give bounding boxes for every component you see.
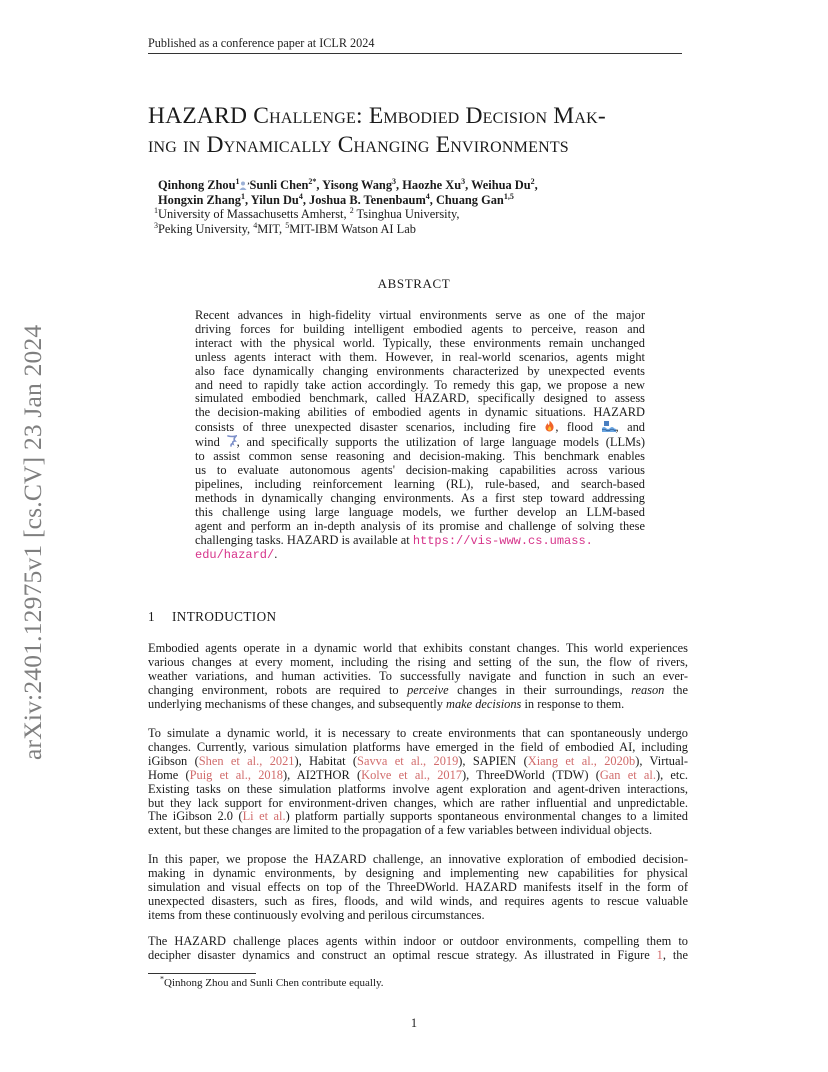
paragraph-line: making in dynamic environments, by designing and implementing new capabilities for physical <box>148 865 688 880</box>
paragraph-line: but they lack support for environment-driven changes, which are rather influential and unpredictable. <box>148 795 688 810</box>
author-name: Haozhe Xu <box>402 178 462 192</box>
abstract-text: . <box>274 547 278 562</box>
paragraph-line: various changes at every moment, including the rising and setting of the sun, the flow of rivers, <box>148 654 688 669</box>
intro-paragraph-2 <box>148 727 688 838</box>
text-span: ), ThreeDWorld (TDW) ( <box>462 767 600 782</box>
author-sup: 3 <box>461 176 466 186</box>
abstract-text: consists of three unexpected disaster scenarios, including fire <box>195 420 536 435</box>
title-word: Dynamically <box>206 132 338 158</box>
abstract-heading <box>0 276 828 292</box>
citation-link[interactable]: Puig et al., 2018 <box>189 767 283 782</box>
emphasis-perceive: perceive <box>407 682 449 697</box>
text-span: in response to them. <box>521 696 625 711</box>
paragraph-line: changes. Currently, various simulation platforms have emerged in the field of embodied AI, including <box>148 739 688 754</box>
footnote <box>160 974 384 989</box>
footnote-mark: * <box>160 974 164 984</box>
figure-ref-link[interactable]: 1 <box>656 947 663 962</box>
abstract-line: this challenge using large language models, we further develop an LLM-based <box>195 504 645 519</box>
header-rule <box>148 53 682 54</box>
abstract-line: unless agents interact with them. However, in real-world scenarios, agents might <box>195 349 645 364</box>
paragraph-line: In this paper, we propose the HAZARD challenge, an innovative exploration of embodied decision- <box>148 852 688 866</box>
flood-icon <box>602 420 616 432</box>
affiliation-line-1: $^1$University of Massachusetts Amherst, $^2$ Tsinghua University, <box>154 206 460 222</box>
footnote-rule <box>148 973 256 974</box>
intro-paragraph-1 <box>148 642 688 712</box>
paragraph-line: weather variations, and human activities. To successfully navigate and function in such an ever- <box>148 668 688 683</box>
affiliation-line-2: $^3$Peking University, $^4$MIT, $^5$MIT-IBM Watson AI Lab <box>154 220 416 236</box>
abstract-text: wind <box>195 435 220 450</box>
text-span: changing environment, robots are required to <box>148 682 408 697</box>
paragraph-line <box>148 684 688 698</box>
title-word: in <box>183 132 207 158</box>
abstract-text: , flood <box>555 420 594 435</box>
text-span: ), etc. <box>655 767 688 782</box>
title-word: Environments <box>435 132 569 158</box>
text-span: Home ( <box>148 767 190 782</box>
paragraph-line <box>148 698 688 712</box>
text-span: changes in their surroundings, <box>448 682 632 697</box>
page-number: 1 <box>410 1016 418 1030</box>
intro-paragraph-3 <box>148 853 688 923</box>
affiliation-text: Tsinghua University, <box>353 207 460 222</box>
abstract-heading-text: ABSTRACT <box>377 276 451 291</box>
author-sup: 2 <box>530 176 535 186</box>
author-name: Chuang Gan <box>435 192 504 207</box>
abstract-line: and need to rapidly take action accordingly. To remedy this gap, we propose a new <box>195 377 645 392</box>
author-sup: 3 <box>392 176 397 186</box>
text-span: underlying mechanisms of these changes, and subsequently <box>148 696 446 711</box>
abstract-line: Recent advances in high-fidelity virtual environments serve as one of the major <box>195 308 645 322</box>
emphasis-reason: reason <box>631 682 665 697</box>
intro-paragraph-4 <box>148 935 688 963</box>
paragraph-line: Embodied agents operate in a dynamic world that exhibits constant changes. This world experiences <box>148 641 688 655</box>
text-span: ), Habitat ( <box>294 753 358 768</box>
text-span: The iGibson 2.0 ( <box>148 809 243 824</box>
title-word: Changing <box>337 132 436 158</box>
text-span: decipher disaster dynamics and construct an optimal rescue strategy. As illustrated in Figure <box>148 947 657 962</box>
citation-link[interactable]: Kolve et al., 2017 <box>361 767 463 782</box>
paragraph-line: items from these continuously evolving and perilous circumstances. <box>148 907 485 922</box>
emphasis-make-decisions: make decisions <box>446 696 522 711</box>
paragraph-line <box>148 769 688 783</box>
author-line-1: Qinhong Zhou$^1$ ,Sunli Chen$^{2*}$, Yisong Wang$^3$, Haozhe Xu$^3$, Weihua Du$^2$, <box>158 176 538 192</box>
abstract-line: simulated embodied benchmark, called HAZARD, specifically designed to assess <box>195 391 645 406</box>
author-sup: 1 <box>235 176 240 186</box>
author-name: Sunli Chen <box>249 178 309 192</box>
section-heading-introduction <box>148 609 276 625</box>
title-word: ing <box>148 132 184 158</box>
paragraph-line: The HAZARD challenge places agents within indoor or outdoor environments, compelling them to <box>148 934 688 948</box>
author-sup: 1,5 <box>503 191 514 201</box>
project-url-link-cont[interactable]: edu/hazard/ <box>195 548 275 563</box>
text-span: ) platform partially supports spontaneous environmental changes to a limited <box>285 809 688 824</box>
title-word: HAZARD <box>148 103 254 129</box>
abstract-line: to assist common sense reasoning and decision-making. This benchmark enables <box>195 449 645 464</box>
title-word: Mak- <box>553 103 606 129</box>
abstract-line <box>195 435 645 450</box>
author-line-2: Hongxin Zhang$^1$, Yilun Du$^4$, Joshua B. Tenenbaum$^4$, Chuang Gan$^{1,5}$ <box>158 191 514 207</box>
affiliation-text: MIT, <box>257 221 286 236</box>
author-name: Weihua Du <box>471 178 531 192</box>
wind-icon <box>227 435 237 447</box>
text-span: iGibson ( <box>148 753 199 768</box>
paper-title <box>148 102 708 160</box>
abstract-line <box>195 534 645 549</box>
citation-link[interactable]: Gan et al. <box>599 767 656 782</box>
section-number: 1 <box>148 609 155 624</box>
running-header: Published as a conference paper at ICLR 2024 <box>148 36 375 50</box>
arxiv-stamp: arXiv:2401.12975v1 [cs.CV] 23 Jan 2024 <box>18 324 47 760</box>
title-line-1 <box>148 102 708 131</box>
author-sup: 4 <box>298 191 303 201</box>
paragraph-line <box>148 810 688 824</box>
paragraph-line: simulation and visual effects on top of the ThreeDWorld. HAZARD manifests itself in the form of <box>148 879 688 894</box>
affiliation-text: MIT-IBM Watson AI Lab <box>289 221 416 236</box>
abstract-line <box>195 420 645 435</box>
author-name: Yisong Wang <box>322 178 393 192</box>
author-name: Hongxin Zhang <box>158 192 241 207</box>
paragraph-line: extent, but these changes are limited to the propagation of a few variables between individual objects. <box>148 823 653 838</box>
title-word: Challenge <box>253 103 356 129</box>
abstract-line: driving forces for building intelligent embodied agents to perceive, reason and <box>195 321 645 336</box>
section-title: INTRODUCTION <box>172 609 277 624</box>
abstract-body <box>195 309 645 563</box>
abstract-line: us to evaluate autonomous agents' decision-making capabilities across various <box>195 462 645 477</box>
citation-link[interactable]: Savva et al., 2019 <box>357 753 459 768</box>
text-span: ), AI2THOR ( <box>282 767 362 782</box>
title-word: Embodied <box>368 103 466 129</box>
author-name: Qinhong Zhou <box>158 178 236 192</box>
title-line-2 <box>148 131 708 160</box>
abstract-line <box>195 548 645 563</box>
abstract-line: pipelines, including reinforcement learning (RL), rule-based, and search-based <box>195 476 645 491</box>
affiliation-text: University of Massachusetts Amherst, <box>158 207 350 222</box>
abstract-line: also face dynamically changing environments characterized by unexpected events <box>195 363 645 378</box>
paragraph-line: To simulate a dynamic world, it is necessary to create environments that can spontaneously undergo <box>148 726 688 740</box>
author-sup: 1 <box>240 191 245 201</box>
citation-link[interactable]: Xiang et al., 2020b <box>527 753 636 768</box>
abstract-line: agent and perform an in-depth analysis of its promise and challenge of solving these <box>195 518 645 533</box>
paragraph-line: unexpected disasters, such as fires, floods, and wild winds, and requires agents to rescue valuable <box>148 893 688 908</box>
abstract-line: interact with the physical world. Typically, these environments remain unchanged <box>195 335 645 350</box>
text-span: ), SAPIEN ( <box>458 753 528 768</box>
text-span: the <box>664 682 688 697</box>
citation-link[interactable]: Li et al. <box>242 809 286 824</box>
text-span: ), Virtual- <box>635 753 689 768</box>
abstract-text: , and specifically supports the utilization of large language models (LLMs) <box>236 435 645 450</box>
affiliation-text: Peking University, <box>158 221 254 236</box>
author-block <box>154 176 658 236</box>
abstract-text: challenging tasks. HAZARD is available at <box>195 532 413 547</box>
abstract-line: the decision-making abilities of embodied agents in dynamic situations. HAZARD <box>195 405 645 420</box>
citation-link[interactable]: Shen et al., 2021 <box>198 753 295 768</box>
project-url-link[interactable]: https://vis-www.cs.umass. <box>412 533 593 548</box>
fire-icon <box>544 420 555 432</box>
abstract-line: methods in dynamically changing environments. As a first step toward addressing <box>195 490 645 505</box>
title-word: : <box>356 103 369 129</box>
paragraph-line <box>148 755 688 769</box>
author-name: Joshua B. Tenenbaum <box>309 192 426 207</box>
paragraph-line <box>148 949 688 963</box>
author-sup: 2* <box>308 176 317 186</box>
text-span: , the <box>662 947 688 962</box>
author-sup: 4 <box>425 191 430 201</box>
title-word: Decision <box>465 103 554 129</box>
abstract-text: , and <box>615 420 645 435</box>
footnote-text: Qinhong Zhou and Sunli Chen contribute equally. <box>164 977 384 989</box>
paragraph-line: Existing tasks on these simulation platforms involve agent exploration and agent-driven interactions, <box>148 781 688 796</box>
author-name: Yilun Du <box>250 192 299 207</box>
